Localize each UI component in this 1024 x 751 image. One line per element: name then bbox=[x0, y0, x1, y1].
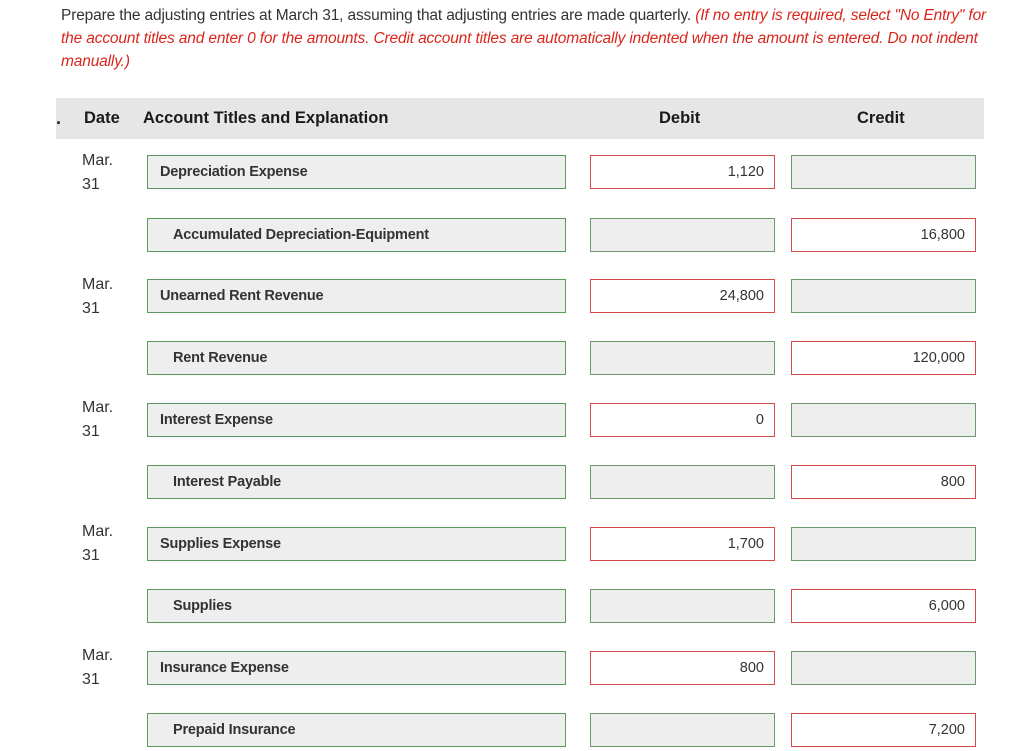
entry-date bbox=[82, 644, 113, 692]
credit-amount-input[interactable]: 7,200 bbox=[791, 713, 976, 747]
instructions-main: Prepare the adjusting entries at March 31, assuming that adjusting entries are made quarterly. bbox=[61, 7, 692, 24]
header-credit: Credit bbox=[857, 109, 905, 127]
credit-amount-input[interactable]: 800 bbox=[791, 465, 976, 499]
date-month: Mar. bbox=[82, 523, 114, 540]
debit-account-select[interactable]: Supplies Expense bbox=[147, 527, 566, 561]
instructions bbox=[61, 4, 991, 73]
credit-amount-input[interactable] bbox=[791, 403, 976, 437]
header-debit: Debit bbox=[659, 109, 701, 127]
date-day: 31 bbox=[82, 300, 100, 317]
debit-account-select[interactable]: Insurance Expense bbox=[147, 651, 566, 685]
date-month: Mar. bbox=[82, 647, 114, 664]
credit-account-select[interactable]: Supplies bbox=[147, 589, 566, 623]
credit-amount-input[interactable] bbox=[791, 279, 976, 313]
date-month: Mar. bbox=[82, 276, 114, 293]
debit-account-select[interactable]: Depreciation Expense bbox=[147, 155, 566, 189]
debit-amount-input[interactable] bbox=[590, 713, 775, 747]
debit-amount-input[interactable] bbox=[590, 218, 775, 252]
debit-account-select[interactable]: Interest Expense bbox=[147, 403, 566, 437]
date-day: 31 bbox=[82, 423, 100, 440]
row-marker: . bbox=[56, 108, 62, 128]
credit-amount-input[interactable] bbox=[791, 651, 976, 685]
entry-date bbox=[82, 149, 113, 197]
table-header bbox=[56, 98, 984, 139]
credit-amount-input[interactable]: 16,800 bbox=[791, 218, 976, 252]
entry-date bbox=[82, 520, 113, 568]
instructions-note: (If no entry is required, select "No Entry" for the account titles and enter 0 for the amounts. Credit account titles are automatically indented when the amount is entered. Do not indent manually.) bbox=[61, 7, 987, 70]
credit-account-select[interactable]: Interest Payable bbox=[147, 465, 566, 499]
date-month: Mar. bbox=[82, 399, 114, 416]
date-day: 31 bbox=[82, 176, 100, 193]
header-account: Account Titles and Explanation bbox=[143, 109, 389, 127]
credit-amount-input[interactable]: 6,000 bbox=[791, 589, 976, 623]
date-day: 31 bbox=[82, 547, 100, 564]
credit-amount-input[interactable] bbox=[791, 527, 976, 561]
debit-amount-input[interactable]: 0 bbox=[590, 403, 775, 437]
credit-account-select[interactable]: Accumulated Depreciation-Equipment bbox=[147, 218, 566, 252]
debit-amount-input[interactable]: 1,700 bbox=[590, 527, 775, 561]
debit-amount-input[interactable] bbox=[590, 589, 775, 623]
credit-amount-input[interactable] bbox=[791, 155, 976, 189]
credit-account-select[interactable]: Prepaid Insurance bbox=[147, 713, 566, 747]
debit-amount-input[interactable] bbox=[590, 465, 775, 499]
date-month: Mar. bbox=[82, 152, 114, 169]
credit-amount-input[interactable]: 120,000 bbox=[791, 341, 976, 375]
debit-account-select[interactable]: Unearned Rent Revenue bbox=[147, 279, 566, 313]
entry-date bbox=[82, 273, 113, 321]
header-date: Date bbox=[84, 109, 120, 127]
debit-amount-input[interactable] bbox=[590, 341, 775, 375]
credit-account-select[interactable]: Rent Revenue bbox=[147, 341, 566, 375]
debit-amount-input[interactable]: 24,800 bbox=[590, 279, 775, 313]
debit-amount-input[interactable]: 800 bbox=[590, 651, 775, 685]
debit-amount-input[interactable]: 1,120 bbox=[590, 155, 775, 189]
entry-date bbox=[82, 396, 113, 444]
date-day: 31 bbox=[82, 671, 100, 688]
